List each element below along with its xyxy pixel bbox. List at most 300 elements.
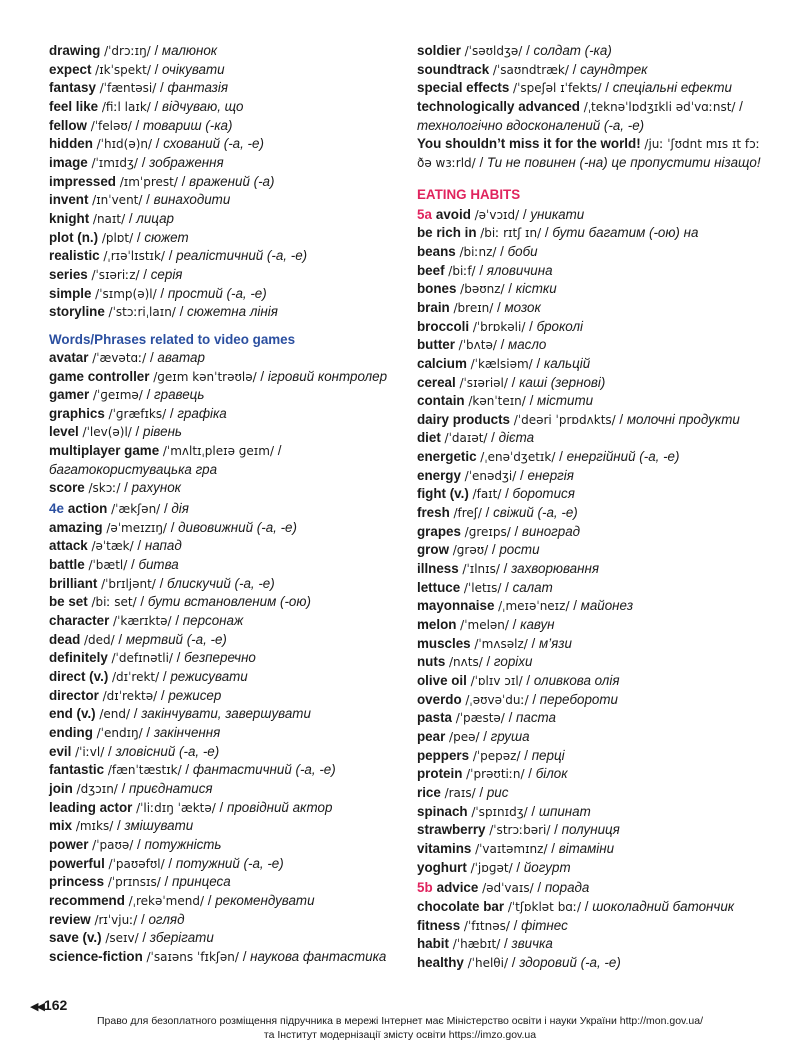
entry-list (417, 42, 777, 173)
vocab-word: fresh (417, 505, 450, 521)
vocab-translation: гравець (154, 387, 205, 403)
vocab-transcription: /ɡeɪm kənˈtrəʊlə/ (153, 369, 257, 384)
vocab-entry: spinach /ˈspɪnɪdʒ/ / шпинат (417, 803, 591, 819)
vocab-entry: technologically advanced /ˌteknəˈlɒdʒɪkli ədˈvɑːnst/ / технологічно вдосконалений (-а, -е) (417, 98, 743, 133)
vocab-translation: перці (531, 747, 565, 763)
vocab-word: amazing (49, 519, 103, 535)
vocab-transcription: /biːnz/ (459, 244, 497, 259)
vocab-transcription: /ˌteknəˈlɒdʒɪkli ədˈvɑːnst/ (583, 99, 736, 114)
vocab-translation: містити (537, 393, 594, 409)
vocab-transcription: /ˈstɔːriˌlaɪn/ (108, 305, 176, 320)
vocab-translation: здоровий (-а, -е) (519, 954, 621, 970)
vocab-transcription: /ˈpaʊə/ (92, 837, 134, 852)
vocab-word: brilliant (49, 575, 98, 591)
vocab-transcription: /ˈɡræfɪks/ (108, 406, 167, 421)
vocab-translation: приєднатися (129, 780, 213, 796)
section-heading: Words/Phrases related to video games (49, 331, 296, 347)
vocab-entry: drawing /ˈdrɔːɪŋ/ / малюнок (49, 43, 218, 58)
vocab-entry: 5a avoid /əˈvɔɪd/ / уникати (417, 206, 585, 222)
vocab-word: olive oil (417, 673, 467, 688)
vocab-transcription: /ɡrəʊ/ (452, 543, 489, 558)
vocab-transcription: /fænˈtæstɪk/ (107, 763, 182, 778)
vocab-entry: beans /biːnz/ / боби (417, 243, 538, 259)
vocab-entry: director /dɪˈrektə/ / режисер (49, 687, 222, 703)
vocab-entry: calcium /ˈkælsiəm/ / кальцій (417, 355, 591, 371)
vocab-transcription: /ˌəʊvəˈduː/ (465, 692, 529, 707)
vocab-entry: join /dʒɔɪn/ / приєднатися (49, 780, 213, 796)
vocab-translation: вітаміни (558, 840, 615, 856)
vocab-word: attack (49, 538, 88, 554)
vocab-word: illness (417, 561, 459, 577)
vocab-translation: масло (508, 337, 547, 353)
vocab-translation: білок (535, 766, 568, 782)
vocab-translation: кавун (520, 617, 555, 633)
vocab-entry: grapes /ɡreɪps/ / виноград (417, 523, 581, 539)
vocab-word: plot (n.) (49, 229, 99, 245)
vocab-entry: 4e action /ˈækʃən/ / дія (49, 501, 189, 517)
vocab-transcription: /raɪs/ (444, 785, 476, 800)
vocab-translation: звичка (511, 936, 553, 952)
vocab-transcription: /seɪv/ (105, 931, 139, 946)
vocab-translation: броколі (536, 318, 583, 334)
vocab-entry: ending /ˈendɪŋ/ / закінчення (49, 724, 221, 740)
vocab-translation: м’язи (538, 635, 572, 651)
vocab-entry: vitamins /ˈvaɪtəmɪnz/ / вітаміни (417, 840, 615, 856)
vocab-transcription: /end/ (99, 707, 131, 722)
vocab-translation: бути багатим (-ою) на (552, 225, 699, 241)
vocab-transcription: /dʒɔɪn/ (76, 781, 118, 796)
vocab-translation: рис (486, 784, 509, 800)
vocab-entry: recommend /ˌrekəˈmend/ / рекомендувати (49, 892, 315, 908)
vocab-word: realistic (49, 248, 100, 264)
vocab-translation: безперечно (184, 650, 256, 666)
vocab-transcription: /ˈsaɪəns ˈfɪkʃən/ (146, 949, 239, 964)
vocab-entry: contain /kənˈteɪn/ / містити (417, 393, 594, 409)
vocab-translation: битва (138, 557, 179, 573)
entry-list (49, 500, 399, 966)
vocab-word: dead (49, 631, 81, 647)
vocab-word: series (49, 266, 88, 282)
vocab-word: join (49, 780, 73, 796)
vocab-word: storyline (49, 304, 105, 320)
vocab-entry: 5b advice /ədˈvaɪs/ / порада (417, 880, 590, 896)
vocab-entry: healthy /ˈhelθi/ / здоровий (-а, -е) (417, 954, 621, 970)
vocab-word: fantastic (49, 762, 105, 778)
vocab-translation: дивовижний (-а, -е) (178, 519, 297, 535)
vocab-translation: закінчення (153, 724, 221, 740)
vocab-word: leading actor (49, 799, 133, 815)
vocab-word: expect (49, 61, 92, 77)
vocab-entry: powerful /ˈpaʊəfʊl/ / потужний (-а, -е) (49, 855, 284, 871)
vocab-entry: pasta /ˈpæstə/ / паста (417, 710, 556, 726)
vocab-word: beans (417, 243, 456, 259)
vocab-word: broccoli (417, 318, 470, 334)
vocab-entry: direct (v.) /dɪˈrekt/ / режисувати (49, 669, 248, 684)
vocab-translation: сюжетна лінія (187, 304, 278, 320)
vocab-entry: review /rɪˈvjuː/ / огляд (49, 911, 185, 927)
vocab-word: drawing (49, 43, 101, 58)
vocab-word: spinach (417, 803, 468, 819)
vocab-word: pear (417, 728, 446, 744)
vocab-transcription: /ˈkærɪktə/ (113, 614, 172, 629)
vocab-translation: ігровий контролер (267, 368, 388, 384)
vocab-entry: impressed /ɪmˈprest/ / вражений (-а) (49, 173, 275, 189)
vocab-word: pasta (417, 710, 452, 726)
vocab-word: healthy (417, 954, 464, 970)
vocab-word: invent (49, 192, 89, 208)
vocab-entry: dead /ded/ / мертвий (-а, -е) (49, 631, 227, 647)
vocab-translation: каші (зернові) (519, 374, 606, 390)
vocab-word: battle (49, 557, 85, 573)
vocab-word: overdo (417, 691, 462, 707)
vocab-word: special effects (417, 80, 510, 96)
vocab-word: strawberry (417, 822, 486, 838)
vocab-translation: боротися (512, 486, 575, 502)
vocab-word: grow (417, 542, 449, 558)
vocab-entry: fresh /freʃ/ / свіжий (-а, -е) (417, 505, 578, 521)
vocab-transcription: /ˈprəʊtiːn/ (466, 767, 525, 782)
vocab-translation: сюжет (144, 229, 189, 245)
vocab-transcription: /ˈpaʊəfʊl/ (108, 856, 165, 871)
vocab-translation: графіка (177, 405, 227, 421)
vocab-translation: потужний (-а, -е) (175, 855, 284, 871)
vocab-word: cereal (417, 374, 456, 390)
vocab-entry: special effects /ˈspeʃəl ɪˈfekts/ / спеціальні ефекти (417, 80, 732, 96)
entry-list (417, 206, 777, 878)
vocab-translation: Ти не повинен (-на) це пропустити нізащо! (486, 154, 761, 170)
vocab-entry: image /ˈɪmɪdʒ/ / зображення (49, 154, 224, 170)
vocab-translation: саундтрек (580, 61, 648, 77)
vocab-word: game controller (49, 368, 150, 384)
vocab-entry: broccoli /ˈbrɒkəli/ / броколі (417, 318, 583, 334)
vocab-transcription: /ˈbrɒkəli/ (472, 319, 526, 334)
vocab-transcription: /ˈbætl/ (88, 558, 128, 573)
vocab-translation: простий (-а, -е) (167, 285, 267, 301)
vocab-translation: солдат (-ка) (533, 43, 612, 58)
vocab-translation: лицар (136, 210, 174, 226)
vocab-entry: storyline /ˈstɔːriˌlaɪn/ / сюжетна лінія (49, 304, 278, 320)
vocab-transcription: /ˈsɪəriːz/ (91, 267, 140, 282)
vocab-transcription: /ˈpepəz/ (472, 748, 521, 763)
vocab-entry: be rich in /biː rɪtʃ ɪn/ / бути багатим (-ою) на (417, 225, 699, 241)
vocab-transcription: /ˈletɪs/ (463, 580, 502, 595)
vocab-entry: dairy products /ˈdeəri ˈprɒdʌkts/ / молочні продукти (417, 411, 740, 427)
vocab-word: lettuce (417, 579, 461, 595)
vocab-entry: multiplayer game /ˈmʌltɪˌpleɪə ɡeɪm/ / багатокористувацька гра (49, 443, 282, 477)
vocab-entry: pear /peə/ / груша (417, 728, 530, 744)
vocab-translation: напад (144, 538, 182, 554)
vocab-word: energy (417, 467, 461, 483)
vocab-translation: закінчувати, завершувати (141, 706, 311, 722)
vocab-translation: кальцій (543, 355, 591, 371)
vocab-word: impressed (49, 173, 116, 189)
vocab-word: multiplayer game (49, 443, 160, 459)
vocab-word: melon (417, 617, 457, 633)
vocab-transcription: /dɪˈrekt/ (112, 670, 160, 684)
vocab-entry: hidden /ˈhɪd(ə)n/ / схований (-а, -е) (49, 136, 264, 152)
vocab-transcription: /ˈɪlnɪs/ (462, 562, 500, 577)
vocab-entry: overdo /ˌəʊvəˈduː/ / переборoти (417, 691, 618, 707)
vocab-transcription: /ˈprɪnsɪs/ (107, 875, 161, 890)
vocab-transcription: /ɪmˈprest/ (119, 174, 178, 189)
vocab-word: simple (49, 285, 92, 301)
vocab-entry: lettuce /ˈletɪs/ / салат (417, 579, 553, 595)
vocab-transcription: /ˈfeləʊ/ (90, 118, 132, 133)
vocab-entry: strawberry /ˈstrɔːbəri/ / полуниця (417, 822, 620, 838)
vocab-transcription: /ˈhæbɪt/ (452, 937, 501, 952)
vocab-transcription: /ˈhɪd(ə)n/ (96, 137, 153, 152)
vocab-transcription: /ɪkˈspekt/ (95, 62, 151, 77)
vocab-word: power (49, 836, 89, 852)
vocab-translation: товариш (-ка) (142, 117, 233, 133)
vocab-word: diet (417, 430, 441, 446)
vocab-word: graphics (49, 405, 105, 421)
vocab-word: chocolate bar (417, 898, 505, 914)
vocab-transcription: /kənˈteɪn/ (468, 394, 526, 409)
vocab-entry: character /ˈkærɪktə/ / персонаж (49, 613, 244, 629)
vocab-entry: battle /ˈbætl/ / битва (49, 557, 179, 573)
vocab-entry: science-fiction /ˈsaɪəns ˈfɪkʃən/ / наукова фантастика (49, 948, 387, 964)
vocab-entry: expect /ɪkˈspekt/ / очікувати (49, 61, 225, 77)
vocab-transcription: /ˈjɒɡət/ (470, 860, 513, 875)
vocab-entry: amazing /əˈmeɪzɪŋ/ / дивовижний (-а, -е) (49, 519, 297, 535)
vocab-translation: зловісний (-а, -е) (115, 743, 220, 759)
vocab-entry: game controller /ɡeɪm kənˈtrəʊlə/ / ігровий контролер (49, 368, 388, 384)
vocab-transcription: /ˈstrɔːbəri/ (489, 823, 551, 838)
vocab-transcription: /plɒt/ (101, 230, 134, 245)
vocab-transcription: /ˈsaʊndtræk/ (492, 62, 569, 77)
vocab-transcription: /ˈævətɑː/ (92, 350, 147, 365)
vocab-translation: мозок (504, 299, 541, 315)
vocab-transcription: /ˌrɪəˈlɪstɪk/ (103, 249, 165, 264)
vocab-entry: series /ˈsɪəriːz/ / серія (49, 266, 183, 282)
vocab-translation: режисувати (170, 669, 248, 684)
vocab-transcription: /biː rɪtʃ ɪn/ (480, 226, 542, 241)
vocab-translation: йогурт (523, 859, 571, 875)
footer-line: та Інститут модернізації змісту освіти https://imzo.gov.ua (263, 1029, 537, 1041)
vocab-entry: bones /bəʊnz/ / кістки (417, 281, 557, 297)
vocab-entry: definitely /ˈdefɪnətli/ / безперечно (49, 650, 256, 666)
vocab-entry: fitness /ˈfɪtnəs/ / фітнес (417, 917, 568, 933)
vocab-translation: яловичина (486, 262, 553, 278)
vocab-entry: illness /ˈɪlnɪs/ / захворювання (417, 561, 600, 577)
vocab-transcription: /peə/ (449, 729, 480, 744)
vocab-entry: fantasy /ˈfæntəsi/ / фантазія (49, 80, 228, 96)
vocab-translation: провідний актор (226, 799, 333, 815)
vocab-word: level (49, 424, 79, 440)
vocab-translation: рівень (143, 424, 182, 440)
vocab-word: mayonnaise (417, 598, 495, 614)
vocab-entry: be set /biː set/ / бути встановленим (-ою) (49, 594, 311, 610)
vocab-translation: переборoти (539, 691, 618, 707)
vocab-translation: бути встановленим (-ою) (147, 594, 311, 610)
vocab-word: beef (417, 262, 445, 278)
vocab-translation: схований (-а, -е) (163, 136, 264, 152)
vocab-word: action (67, 501, 108, 517)
vocab-entry: nuts /nʌts/ / горіхи (417, 654, 533, 670)
vocab-transcription: /ˈtʃɒklət bɑː/ (507, 899, 582, 914)
vocab-translation: зображення (149, 154, 224, 170)
vocab-entry: power /ˈpaʊə/ / потужність (49, 836, 222, 852)
vocab-translation: енергійний (-а, -е) (566, 449, 680, 465)
vocab-word: powerful (49, 855, 105, 871)
vocab-translation: салат (512, 579, 553, 595)
double-left-arrow-icon: ◀◀ (30, 1001, 43, 1013)
page-number: ◀◀162 (30, 997, 68, 1013)
left-column (49, 42, 399, 967)
vocab-entry: grow /ɡrəʊ/ / рости (417, 542, 540, 558)
vocab-word: be set (49, 594, 88, 610)
vocab-translation: дія (171, 501, 189, 517)
vocab-translation: багатокористувацька гра (49, 461, 218, 477)
vocab-entry: energy /ˈenədʒi/ / енергія (417, 467, 574, 483)
section-heading: EATING HABITS (417, 186, 521, 202)
vocab-word: princess (49, 874, 105, 890)
vocab-word: science-fiction (49, 948, 143, 964)
vocab-word: advice (436, 880, 479, 896)
vocab-word: knight (49, 210, 90, 226)
vocab-translation: шпинат (538, 803, 591, 819)
vocab-transcription: /breɪn/ (453, 300, 494, 315)
vocab-translation: винаходити (153, 192, 231, 208)
vocab-translation: аватар (157, 349, 205, 365)
vocab-entry: fantastic /fænˈtæstɪk/ / фантастичний (-а, -е) (49, 762, 336, 778)
vocab-transcription: /ɪnˈvent/ (92, 193, 143, 208)
vocab-translation: енергія (527, 467, 574, 483)
vocab-transcription: /ˈpæstə/ (455, 711, 505, 726)
vocab-entry: simple /ˈsɪmp(ə)l/ / простий (-а, -е) (49, 285, 267, 301)
vocab-transcription: /ˈspɪnɪdʒ/ (471, 804, 528, 819)
vocab-transcription: /ˈmʌltɪˌpleɪə ɡeɪm/ (162, 444, 274, 459)
vocab-word: recommend (49, 892, 125, 908)
vocab-entry: save (v.) /seɪv/ / зберігати (49, 930, 214, 946)
vocab-transcription: /ˈfɪtnəs/ (463, 918, 510, 933)
vocab-entry: olive oil /ˈɒlɪv ɔɪl/ / оливкова олія (417, 673, 620, 688)
vocab-transcription: /skɔː/ (88, 481, 121, 496)
vocab-transcription: /rɪˈvjuː/ (94, 912, 138, 927)
vocab-word: avoid (435, 206, 471, 222)
vocab-word: muscles (417, 635, 471, 651)
vocab-word: be rich in (417, 225, 477, 241)
vocab-word: peppers (417, 747, 470, 763)
vocab-translation: реалістичний (-а, -е) (176, 248, 308, 264)
vocab-transcription: /əˈmeɪzɪŋ/ (106, 520, 167, 535)
vocab-translation: вражений (-а) (189, 173, 275, 189)
vocab-word: review (49, 911, 91, 927)
vocab-translation: кістки (515, 281, 557, 297)
vocab-word: energetic (417, 449, 477, 465)
vocab-word: gamer (49, 387, 90, 403)
vocab-word: dairy products (417, 411, 511, 427)
vocab-word: butter (417, 337, 455, 353)
vocab-transcription: /ˈliːdɪŋ ˈæktə/ (136, 800, 216, 815)
vocab-translation: фантастичний (-а, -е) (192, 762, 336, 778)
vocab-transcription: /ˈɡeɪmə/ (92, 388, 143, 403)
vocab-translation: фітнес (521, 917, 568, 933)
vocab-entry: rice /raɪs/ / рис (417, 784, 509, 800)
vocab-word: direct (v.) (49, 669, 109, 684)
vocab-entry: graphics /ˈɡræfɪks/ / графіка (49, 405, 227, 421)
vocab-transcription: /ˈkælsiəm/ (470, 356, 533, 371)
vocab-translation: захворювання (511, 561, 600, 577)
vocab-word: fitness (417, 917, 461, 933)
vocab-translation: режисер (168, 687, 222, 703)
vocab-entry: mayonnaise /ˌmeɪəˈneɪz/ / майонез (417, 598, 634, 614)
vocab-transcription: /ˈbʌtə/ (458, 338, 497, 353)
vocab-translation: серія (150, 266, 183, 282)
vocab-entry: diet /ˈdaɪət/ / дієта (417, 430, 535, 446)
vocab-transcription: /nʌts/ (449, 655, 483, 670)
vocab-word: character (49, 613, 110, 629)
vocab-translation: технологічно вдосконалений (-а, -е) (417, 117, 645, 133)
vocab-word: save (v.) (49, 930, 102, 946)
vocab-translation: мертвий (-а, -е) (125, 631, 227, 647)
vocab-transcription: /biː set/ (91, 595, 137, 610)
vocab-translation: порада (544, 880, 590, 896)
vocab-transcription: /dɪˈrektə/ (102, 688, 158, 703)
unit-label: 4e (49, 501, 64, 517)
vocab-transcription: /freʃ/ (453, 506, 482, 521)
vocab-word: hidden (49, 136, 93, 152)
vocab-word: evil (49, 743, 72, 759)
entry-list (417, 879, 777, 972)
vocab-word: avatar (49, 349, 89, 365)
vocab-transcription: /ˈsɪmp(ə)l/ (95, 286, 157, 301)
vocab-translation: груша (490, 728, 530, 744)
vocab-transcription: /ˈdefɪnətli/ (111, 651, 173, 666)
vocab-entry: princess /ˈprɪnsɪs/ / принцеса (49, 874, 231, 890)
vocab-transcription: /ˈsəʊldʒə/ (464, 44, 523, 58)
vocab-translation: огляд (148, 911, 185, 927)
entry-list (49, 42, 399, 322)
vocab-word: end (v.) (49, 706, 96, 722)
vocab-entry: knight /naɪt/ / лицар (49, 210, 174, 226)
vocab-transcription: /ˈdaɪət/ (444, 431, 488, 446)
vocab-entry: invent /ɪnˈvent/ / винаходити (49, 192, 231, 208)
vocab-entry: level /ˈlev(ə)l/ / рівень (49, 424, 182, 440)
vocab-word: nuts (417, 654, 446, 670)
vocab-entry: cereal /ˈsɪəriəl/ / каші (зернові) (417, 374, 606, 390)
vocab-word: director (49, 687, 99, 703)
footer-line: Право для безоплатного розміщення підручника в мережі Інтернет має Міністерство освіти і науки України http://mon.gov.ua/ (96, 1015, 704, 1027)
vocab-word: yoghurt (417, 859, 467, 875)
vocab-transcription: /ˈsɪəriəl/ (459, 375, 508, 390)
vocab-translation: блискучий (-а, -е) (167, 575, 275, 591)
unit-label: 5a (417, 206, 432, 222)
vocab-word: You shouldn’t miss it for the world! (417, 136, 641, 152)
vocab-translation: дієта (498, 430, 535, 446)
vocab-transcription: /ˈɒlɪv ɔɪl/ (470, 674, 523, 688)
vocab-transcription: /mɪks/ (75, 819, 114, 834)
vocab-translation: рахунок (131, 480, 181, 496)
vocab-word: soldier (417, 43, 461, 58)
vocab-transcription: /ˈmʌsəlz/ (474, 636, 528, 651)
vocab-entry: soldier /ˈsəʊldʒə/ / солдат (-ка) (417, 43, 612, 58)
vocab-entry: protein /ˈprəʊtiːn/ / білок (417, 766, 568, 782)
vocab-translation: спеціальні ефекти (612, 80, 732, 96)
vocab-transcription: /ˌrekəˈmend/ (128, 893, 205, 908)
vocab-transcription: /ˈlev(ə)l/ (82, 425, 132, 440)
vocab-entry: fight (v.) /faɪt/ / боротися (417, 486, 575, 502)
vocab-entry: butter /ˈbʌtə/ / масло (417, 337, 547, 353)
vocab-transcription: /ˌmeɪəˈneɪz/ (498, 599, 570, 614)
vocab-entry: mix /mɪks/ / змішувати (49, 818, 194, 834)
vocab-transcription: /ɡreɪps/ (464, 524, 511, 539)
vocab-word: score (49, 480, 85, 496)
vocab-word: brain (417, 299, 450, 315)
vocab-entry: plot (n.) /plɒt/ / сюжет (49, 229, 189, 245)
vocab-translation: очікувати (162, 61, 225, 77)
